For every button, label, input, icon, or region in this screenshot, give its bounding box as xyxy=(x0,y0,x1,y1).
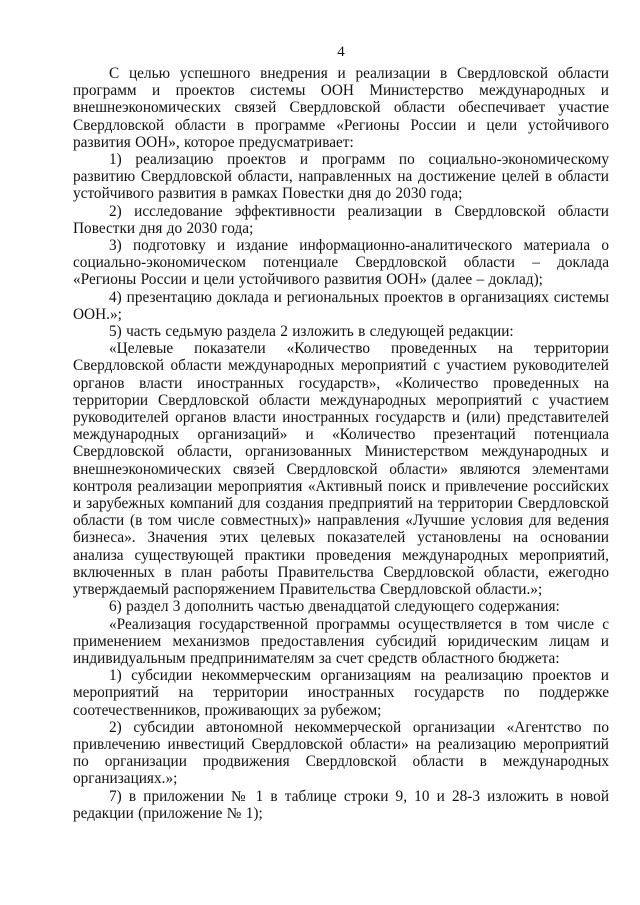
paragraph-program-implementation: «Реализация государственной программы осуществляется в том числе с применением механизмов предоставления субсидий юридическим лицам и индивидуальным предпринимателям за счет средств областного бюджета: xyxy=(73,615,609,667)
paragraph-item-4: 4) презентацию доклада и региональных проектов в организациях системы ООН.»; xyxy=(73,288,609,323)
paragraph-item-3: 3) подготовку и издание информационно-аналитического материала о социально-экономическом потенциале Свердловской области – доклада «Регионы России и цели устойчивого развития ООН» (далее – доклад); xyxy=(73,237,609,289)
paragraph-amendment-6: 6) раздел 3 дополнить частью двенадцатой следующего содержания: xyxy=(109,598,560,616)
paragraph-item-1: 1) реализацию проектов и программ по социально-экономическому развитию Свердловской области, направленных на достижение целей в области устойчивого развития в рамках Повестки дня до 2030 года; xyxy=(73,151,609,203)
paragraph-subsidy-2: 2) субсидии автономной некоммерческой организации «Агентство по привлечению инвестиций Свердловской области» на реализацию мероприятий по организации продвижения Свердловской области в международных организациях.»; xyxy=(73,718,609,788)
paragraph-item-2: 2) исследование эффективности реализации в Свердловской области Повестки дня до 2030 года; xyxy=(73,202,609,237)
paragraph-amendment-7: 7) в приложении № 1 в таблице строки 9, 10 и 28-3 изложить в новой редакции (приложение № 1); xyxy=(73,787,609,822)
paragraph-intro: С целью успешного внедрения и реализации в Свердловской области программ и проектов системы ООН Министерство международных и внешнеэкономических связей Свердловской области обеспечивает участие Свердловской области в программе «Регионы России и цели устойчивого развития ООН», которое предусматривает: xyxy=(73,65,609,151)
paragraph-amendment-5: 5) часть седьмую раздела 2 изложить в следующей редакции: xyxy=(109,323,514,341)
page-number: 4 xyxy=(337,44,345,60)
paragraph-subsidy-1: 1) субсидии некоммерческим организациям на реализацию проектов и мероприятий на территории иностранных государств по поддержке соотечественников, проживающих за рубежом; xyxy=(73,667,609,719)
paragraph-target-indicators: «Целевые показатели «Количество проведенных на территории Свердловской области международных мероприятий с участием руководителей органов власти иностранных государств», «Количество проведенных на территории Свердловской области международных мероприятий с участием руководителей органов власти иностранных государств и (или) представителей международных организаций» и «Количество презентаций потенциала Свердловской области, организованных Министерством международных и внешнеэкономических связей Свердловской области» являются элементами контроля реализации мероприятия «Активный поиск и привлечение российских и зарубежных компаний для создания предприятий на территории Свердловской области (в том числе совместных)» направления «Лучшие условия для ведения бизнеса». Значения этих целевых показателей установлены на основании анализа существующей практики проведения международных мероприятий, включенных в план работы Правительства Свердловской области, ежегодно утверждаемый распоряжением Правительства Свердловской области.»; xyxy=(73,340,609,599)
